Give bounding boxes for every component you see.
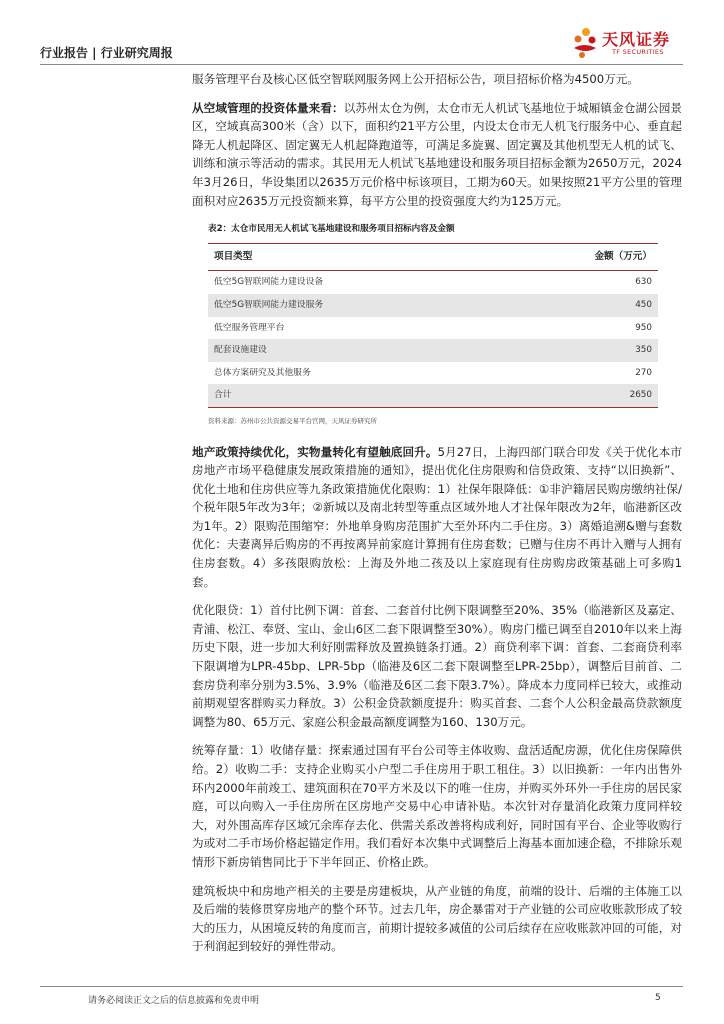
logo-english-text: TF SECURITIES <box>612 48 664 56</box>
logo-chinese-text: 天风证券 <box>602 30 671 49</box>
paragraph-real-estate-policy <box>192 443 682 592</box>
table-cell-amount: 270 <box>635 367 652 378</box>
table-total-row <box>208 384 658 407</box>
paragraph-airspace-lead: 从空域管理的投资体量来看： <box>192 100 344 115</box>
table-row <box>208 339 658 362</box>
paragraph-stock-policy <box>192 741 682 871</box>
paragraph-stock-text: 统筹存量：1）收储存量：探索通过国有平台公司等主体收购、盘活适配房源，优化住房保障供给。2）收购二手：支持企业购买小户型二手住房用于职工租住。3）以旧换新：一年内出售外环内2000年前竣工、建筑面积在70平方米及以下的唯一住房，并购买外环外一手住房的居民家庭，可以向购入一手住房所在区房地产交易中心申请补贴。本次针对存量消化政策力度同样较大，对外围高库存区域冗余库存去化、供需关系改善将构成利好，同时国有平台、企业等收购行为或对二手市场价格起锚定作用。我们看好本次集中式调整后上海基本面加速企稳，不排除乐观情形下新房销售同比于下半年回正、价格止跌。 <box>192 743 682 869</box>
column-header-amount: 金额（万元） <box>494 243 658 271</box>
table-caption: 表2：太仓市民用无人机试飞基地建设和服务项目招标内容及金额 <box>208 224 455 235</box>
paragraph-tender-text: 服务管理平台及核心区低空智联网服务网上公开招标公告，项目招标价格为4500万元。 <box>192 72 639 86</box>
table-cell-item: 低空服务管理平台 <box>214 322 285 333</box>
table-header-row <box>208 243 658 271</box>
paragraph-airspace-body: 以苏州太仓为例，太仓市无人机试飞基地位于城厢镇金仓湖公园景区，空域真高300米（含）以下，面积约21平方公里，内设太仓市无人机飞行服务中心、垂直起降无人机起降区、固定翼无人机起降跑道等，可满足多旋翼、固定翼及其他机型无人机的试飞、训练和演示等活动的需求。其民用无人机试飞基地建设和服务项目招标金额为2650万元，2024年3月26日，华设集团以2635万元价格中标该项目，工期为60天。如果按照21平方公里的管理面积对应2635万元投资额来算，每平方公里的投资强度大约为125万元。 <box>192 100 682 208</box>
table-row <box>208 317 658 340</box>
footer-disclaimer: 请务必阅读正文之后的信息披露和免责申明 <box>88 996 260 1006</box>
table-cell-item: 总体方案研究及其他服务 <box>214 367 311 378</box>
paragraph-real-estate-lead: 地产政策持续优化，实物量转化有望触底回升。 <box>192 444 438 459</box>
paragraph-loan-text: 优化限贷：1）首付比例下调：首套、二套首付比例下限调整至20%、35%（临港新区及嘉定、青浦、松江、奉贤、宝山、金山6区二套下限调整至30%）。购房门槛已调至自2010年以来上海历史下限，进一步加大利好刚需释放及置换链条打通。2）商贷利率下调：首套、二套商贷利率下限调增为LPR-45bp、LPR-5bp（临港及6区二套下限调整至LPR-25bp），调整后目前首、二套房贷利率分别为3.5%、3.9%（临港及6区二套下限3.7%）。降成本力度同样已较大，或推动前期观望客群购买力释放。3）公积金贷款额度提升：购买首套、二套个人公积金最高贷款额度调整为80、65万元、家庭公积金最高额度调整为160、130万元。 <box>192 603 682 729</box>
paragraph-construction <box>192 882 682 956</box>
paragraph-construction-text: 建筑板块中和房地产相关的主要是房建板块，从产业链的角度，前端的设计、后端的主体施工以及后端的装修贯穿房地产的整个环节。过去几年，房企暴雷对于产业链的公司应收账款形成了较大的压力，从困境反转的角度而言，前期计提较多减值的公司后续存在应收账款冲回的可能，对于利润起到较好的弹性带动。 <box>192 883 682 954</box>
table-cell-item: 低空5G智联网能力建设服务 <box>208 294 494 317</box>
table-source-note: 资料来源：苏州市公共资源交易平台官网，天风证券研究所 <box>208 416 377 425</box>
table-cell-amount: 350 <box>494 339 658 362</box>
report-type-label: 行业报告 | 行业研究周报 <box>40 46 173 60</box>
table-cell-item: 合计 <box>208 384 494 407</box>
table-cell-amount: 630 <box>635 277 652 288</box>
main-content <box>192 70 682 966</box>
footer-divider <box>40 986 683 987</box>
table-row <box>208 271 658 294</box>
paragraph-tender <box>192 70 682 89</box>
page-header <box>0 0 724 72</box>
paragraph-airspace <box>192 99 682 211</box>
column-header-item: 项目类型 <box>208 243 494 271</box>
page-number: 5 <box>655 993 661 1003</box>
paragraph-loan-policy <box>192 601 682 731</box>
table-cell-item: 配套设施建设 <box>208 339 494 362</box>
header-divider <box>40 64 683 65</box>
tender-table <box>208 243 658 408</box>
paragraph-real-estate-body: 5月27日，上海四部门联合印发《关于优化本市房地产市场平稳健康发展政策措施的通知》，提出优化住房限购和信贷政策、支持“以旧换新”、优化土地和住房供应等九条政策措施优化限购：1）社保年限降低：①非沪籍居民购房缴纳社保/个税年限5年改为3年；②新城以及南北转型等重点区域外地人才社保年限改为2年，临港新区改为1年。2）限购范围缩窄：外地单身购房范围扩大至外环内二手住房。3）离婚追溯&赠与套数优化：夫妻离异后购房的不再按离异前家庭计算拥有住房套数；已赠与住房不再计入赠与人拥有住房套数。4）多孩限购放松：上海及外地二孩及以上家庭现有住房购房政策基础上可多购1套。 <box>192 444 682 589</box>
table-row <box>208 294 658 317</box>
table-cell-amount: 450 <box>494 294 658 317</box>
table-cell-item: 低空5G智联网能力建设设备 <box>214 277 324 288</box>
table-cell-amount: 950 <box>635 322 652 333</box>
table-cell-amount: 2650 <box>494 384 658 407</box>
table-row <box>208 362 658 385</box>
